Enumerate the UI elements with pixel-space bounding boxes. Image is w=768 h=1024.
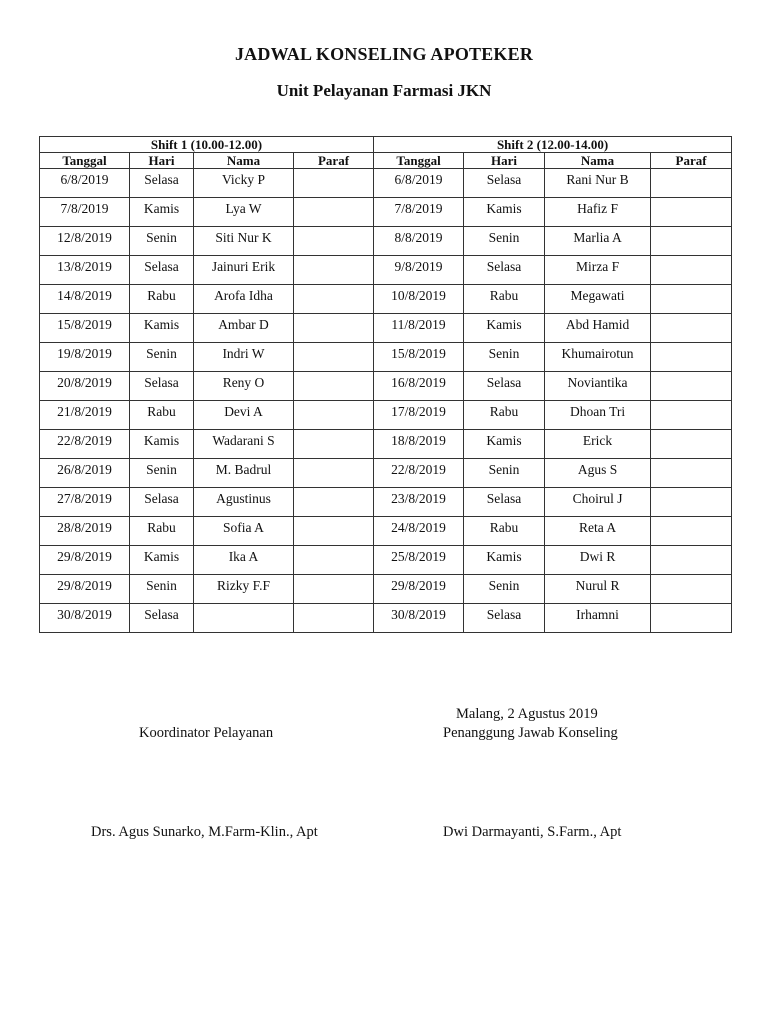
cell-hari-1: Senin	[130, 459, 194, 488]
cell-hari-2: Rabu	[464, 401, 545, 430]
cell-paraf-1	[294, 198, 374, 227]
table-row	[40, 488, 732, 517]
cell-nama-1: Jainuri Erik	[194, 256, 294, 285]
cell-nama-2: Abd Hamid	[545, 314, 651, 343]
cell-paraf-1	[294, 488, 374, 517]
col-paraf-1: Paraf	[294, 153, 374, 169]
cell-nama-2: Mirza F	[545, 256, 651, 285]
col-hari-1: Hari	[130, 153, 194, 169]
cell-tanggal-1: 29/8/2019	[40, 575, 130, 604]
cell-paraf-2	[651, 401, 732, 430]
cell-nama-2: Rani Nur B	[545, 169, 651, 198]
cell-tanggal-1: 7/8/2019	[40, 198, 130, 227]
col-nama-2: Nama	[545, 153, 651, 169]
cell-tanggal-2: 6/8/2019	[374, 169, 464, 198]
cell-hari-2: Kamis	[464, 314, 545, 343]
cell-tanggal-2: 18/8/2019	[374, 430, 464, 459]
cell-paraf-2	[651, 604, 732, 633]
cell-nama-1: Reny O	[194, 372, 294, 401]
schedule-table	[39, 136, 732, 633]
cell-paraf-1	[294, 256, 374, 285]
col-nama-1: Nama	[194, 153, 294, 169]
cell-hari-1: Rabu	[130, 517, 194, 546]
cell-hari-1: Senin	[130, 343, 194, 372]
cell-paraf-2	[651, 314, 732, 343]
cell-tanggal-2: 10/8/2019	[374, 285, 464, 314]
cell-tanggal-1: 12/8/2019	[40, 227, 130, 256]
cell-nama-2: Irhamni	[545, 604, 651, 633]
cell-tanggal-2: 9/8/2019	[374, 256, 464, 285]
cell-tanggal-1: 30/8/2019	[40, 604, 130, 633]
cell-paraf-1	[294, 169, 374, 198]
left-signatory-name: Drs. Agus Sunarko, M.Farm-Klin., Apt	[91, 824, 318, 840]
cell-hari-2: Kamis	[464, 430, 545, 459]
cell-tanggal-1: 6/8/2019	[40, 169, 130, 198]
cell-paraf-1	[294, 575, 374, 604]
cell-paraf-1	[294, 401, 374, 430]
table-row	[40, 169, 732, 198]
cell-hari-2: Senin	[464, 227, 545, 256]
cell-nama-1: Lya W	[194, 198, 294, 227]
cell-paraf-2	[651, 517, 732, 546]
cell-hari-1: Selasa	[130, 488, 194, 517]
document-title: JADWAL KONSELING APOTEKER	[234, 44, 534, 64]
cell-hari-2: Kamis	[464, 546, 545, 575]
cell-tanggal-2: 8/8/2019	[374, 227, 464, 256]
column-header-row	[40, 153, 732, 169]
cell-hari-1: Senin	[130, 575, 194, 604]
cell-nama-1: M. Badrul	[194, 459, 294, 488]
table-row	[40, 343, 732, 372]
cell-tanggal-2: 11/8/2019	[374, 314, 464, 343]
table-row	[40, 459, 732, 488]
cell-hari-1: Kamis	[130, 314, 194, 343]
cell-paraf-1	[294, 604, 374, 633]
cell-tanggal-1: 22/8/2019	[40, 430, 130, 459]
cell-paraf-2	[651, 343, 732, 372]
cell-tanggal-2: 24/8/2019	[374, 517, 464, 546]
cell-paraf-2	[651, 256, 732, 285]
cell-paraf-1	[294, 227, 374, 256]
cell-hari-2: Rabu	[464, 285, 545, 314]
cell-nama-2: Nurul R	[545, 575, 651, 604]
cell-paraf-2	[651, 575, 732, 604]
cell-nama-1: Rizky F.F	[194, 575, 294, 604]
cell-tanggal-1: 26/8/2019	[40, 459, 130, 488]
cell-tanggal-2: 17/8/2019	[374, 401, 464, 430]
cell-paraf-1	[294, 459, 374, 488]
cell-hari-2: Selasa	[464, 256, 545, 285]
cell-tanggal-1: 15/8/2019	[40, 314, 130, 343]
cell-nama-1	[194, 604, 294, 633]
table-row	[40, 227, 732, 256]
cell-nama-2: Choirul J	[545, 488, 651, 517]
cell-nama-2: Dhoan Tri	[545, 401, 651, 430]
cell-paraf-2	[651, 227, 732, 256]
table-row	[40, 372, 732, 401]
cell-nama-1: Devi A	[194, 401, 294, 430]
cell-hari-1: Selasa	[130, 256, 194, 285]
table-row	[40, 285, 732, 314]
cell-hari-2: Selasa	[464, 169, 545, 198]
cell-paraf-1	[294, 430, 374, 459]
col-hari-2: Hari	[464, 153, 545, 169]
table-row	[40, 401, 732, 430]
table-row	[40, 546, 732, 575]
cell-nama-2: Agus S	[545, 459, 651, 488]
cell-tanggal-2: 25/8/2019	[374, 546, 464, 575]
cell-hari-1: Rabu	[130, 285, 194, 314]
cell-paraf-2	[651, 488, 732, 517]
table-row	[40, 430, 732, 459]
cell-hari-1: Selasa	[130, 604, 194, 633]
table-row	[40, 517, 732, 546]
cell-paraf-1	[294, 372, 374, 401]
cell-tanggal-1: 20/8/2019	[40, 372, 130, 401]
cell-nama-1: Ambar D	[194, 314, 294, 343]
cell-tanggal-1: 21/8/2019	[40, 401, 130, 430]
cell-nama-1: Wadarani S	[194, 430, 294, 459]
cell-paraf-1	[294, 517, 374, 546]
col-tanggal-1: Tanggal	[40, 153, 130, 169]
cell-paraf-2	[651, 430, 732, 459]
right-signatory-name: Dwi Darmayanti, S.Farm., Apt	[443, 824, 622, 840]
right-role: Penanggung Jawab Konseling	[443, 725, 618, 741]
cell-tanggal-1: 19/8/2019	[40, 343, 130, 372]
cell-hari-1: Kamis	[130, 198, 194, 227]
cell-tanggal-1: 28/8/2019	[40, 517, 130, 546]
cell-hari-2: Senin	[464, 459, 545, 488]
cell-paraf-1	[294, 343, 374, 372]
cell-hari-1: Kamis	[130, 546, 194, 575]
cell-paraf-1	[294, 285, 374, 314]
table-row	[40, 314, 732, 343]
cell-tanggal-1: 29/8/2019	[40, 546, 130, 575]
cell-nama-1: Sofia A	[194, 517, 294, 546]
cell-nama-1: Vicky P	[194, 169, 294, 198]
cell-tanggal-2: 23/8/2019	[374, 488, 464, 517]
shift1-header: Shift 1 (10.00-12.00)	[40, 137, 374, 153]
cell-nama-2: Marlia A	[545, 227, 651, 256]
left-role: Koordinator Pelayanan	[139, 725, 274, 741]
cell-nama-1: Agustinus	[194, 488, 294, 517]
cell-paraf-1	[294, 546, 374, 575]
cell-tanggal-1: 13/8/2019	[40, 256, 130, 285]
cell-hari-1: Rabu	[130, 401, 194, 430]
cell-paraf-2	[651, 546, 732, 575]
cell-nama-2: Khumairotun	[545, 343, 651, 372]
table-row	[40, 575, 732, 604]
cell-hari-2: Kamis	[464, 198, 545, 227]
cell-tanggal-2: 30/8/2019	[374, 604, 464, 633]
document-subtitle: Unit Pelayanan Farmasi JKN	[276, 81, 492, 100]
cell-tanggal-2: 16/8/2019	[374, 372, 464, 401]
cell-paraf-2	[651, 459, 732, 488]
cell-paraf-2	[651, 372, 732, 401]
place-date: Malang, 2 Agustus 2019	[456, 706, 598, 722]
cell-hari-1: Selasa	[130, 169, 194, 198]
cell-nama-1: Siti Nur K	[194, 227, 294, 256]
table-row	[40, 198, 732, 227]
cell-hari-2: Rabu	[464, 517, 545, 546]
cell-nama-2: Hafiz F	[545, 198, 651, 227]
cell-nama-1: Arofa Idha	[194, 285, 294, 314]
cell-tanggal-1: 14/8/2019	[40, 285, 130, 314]
cell-hari-2: Senin	[464, 343, 545, 372]
shift-header-row	[40, 137, 732, 153]
cell-nama-1: Ika A	[194, 546, 294, 575]
cell-nama-2: Dwi R	[545, 546, 651, 575]
cell-tanggal-2: 22/8/2019	[374, 459, 464, 488]
table-row	[40, 256, 732, 285]
cell-hari-1: Kamis	[130, 430, 194, 459]
cell-nama-2: Erick	[545, 430, 651, 459]
cell-paraf-2	[651, 285, 732, 314]
cell-nama-2: Reta A	[545, 517, 651, 546]
cell-hari-2: Selasa	[464, 372, 545, 401]
cell-hari-2: Selasa	[464, 488, 545, 517]
cell-hari-1: Selasa	[130, 372, 194, 401]
cell-hari-2: Senin	[464, 575, 545, 604]
cell-tanggal-2: 15/8/2019	[374, 343, 464, 372]
cell-hari-2: Selasa	[464, 604, 545, 633]
cell-paraf-1	[294, 314, 374, 343]
cell-paraf-2	[651, 169, 732, 198]
col-paraf-2: Paraf	[651, 153, 732, 169]
cell-nama-2: Megawati	[545, 285, 651, 314]
table-row	[40, 604, 732, 633]
cell-tanggal-1: 27/8/2019	[40, 488, 130, 517]
shift2-header: Shift 2 (12.00-14.00)	[374, 137, 732, 153]
cell-tanggal-2: 7/8/2019	[374, 198, 464, 227]
cell-paraf-2	[651, 198, 732, 227]
col-tanggal-2: Tanggal	[374, 153, 464, 169]
cell-nama-2: Noviantika	[545, 372, 651, 401]
cell-hari-1: Senin	[130, 227, 194, 256]
cell-tanggal-2: 29/8/2019	[374, 575, 464, 604]
cell-nama-1: Indri W	[194, 343, 294, 372]
schedule-body	[40, 169, 732, 633]
